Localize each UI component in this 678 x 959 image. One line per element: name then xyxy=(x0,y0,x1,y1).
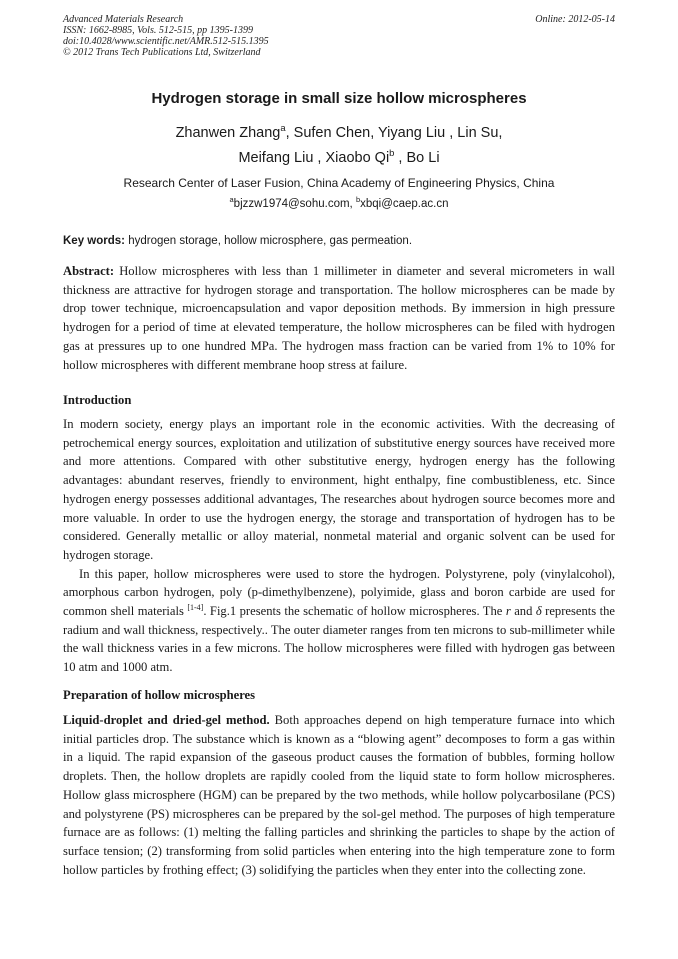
introduction-paragraph-2 xyxy=(63,565,615,677)
journal-name: Advanced Materials Research xyxy=(63,14,184,25)
abstract-text: Hollow microspheres with less than 1 millimeter in diameter and several micrometers in wall thickness are attractive for hydrogen storage and transportation. The hollow microspheres can be made by drop tower technique, microencapsulation and vapor deposition methods. By immersion in high pressure hydrogen for a period of time at elevated temperature, the hollow microspheres can be filed with hydrogen gas at pressures up to one hundred MPa. The hydrogen mass fraction can be varied from 1% to 10% for hollow microspheres with different membrane hoop stress at failure. xyxy=(63,264,615,372)
preparation-heading: Preparation of hollow microspheres xyxy=(63,688,256,702)
paragraph-text: represents the radium and wall thickness, respectively.. The outer diameter ranges from ten microns to sub-millimeter while the wall thickness varies in a few microns. The hollow microspheres were filled with hydrogen gas between 10 atm and 1000 atm. xyxy=(63,604,616,675)
keywords xyxy=(63,235,615,247)
affiliation: Research Center of Laser Fusion, China Academy of Engineering Physics, China xyxy=(123,176,555,190)
author-name: , Bo Li xyxy=(394,150,440,166)
author-superscript: b xyxy=(389,147,395,159)
doi-line: doi:10.4028/www.scientific.net/AMR.512-515.1395 xyxy=(63,36,269,47)
paper-title: Hydrogen storage in small size hollow microspheres xyxy=(151,90,527,107)
copyright-line: © 2012 Trans Tech Publications Ltd, Switzerland xyxy=(63,47,261,58)
issn-line: ISSN: 1662-8985, Vols. 512-515, pp 1395-1399 xyxy=(63,25,253,36)
keywords-label: Key words: xyxy=(63,235,125,247)
author-superscript: a xyxy=(280,122,286,134)
abstract xyxy=(63,262,615,374)
email-a: bjzzw1974@sohu.com, xyxy=(233,198,356,210)
introduction-paragraph-1: In modern society, energy plays an important role in the economic activities. With the decreasing of petrochemical energy sources, exploitation and utilization of substitutive energy sources have received more and more attentions. Compared with other substitutive energy, hydrogen energy has the following advantages: abundant reserves, friendly to environment, hight enthalpy, fine combustibleness, etc. Since hydrogen energy possesses additional advantages, The researches about hydrogen source becomes more and more valuable. In order to use the hydrogen energy, the storage and transportation of hydrogen has to be considered. Generally metallic or alloy material, nonmetal material and organic solvent can be used for hydrogen storage. xyxy=(63,417,615,562)
paragraph-text: In this paper, hollow microspheres were used to store the hydrogen. Polystyrene, poly (vinylalcohol), amorphous carbon hydrogen, poly (p-dimethylbenzene), polyimide, glass and boron carbide are used for common shell materials xyxy=(63,566,615,619)
abstract-label: Abstract: xyxy=(63,264,115,278)
method-label: Liquid-droplet and dried-gel method. xyxy=(63,713,270,727)
introduction-heading: Introduction xyxy=(63,393,132,407)
author-names: Meifang Liu , Xiaobo Qi xyxy=(238,150,390,166)
paragraph-text: . Fig.1 presents the schematic of hollow microspheres. The xyxy=(203,604,506,619)
email-superscript: b xyxy=(355,195,361,205)
author-names: , Sufen Chen, Yiyang Liu , Lin Su, xyxy=(285,125,503,141)
author-line-1 xyxy=(0,121,678,146)
paragraph-text: and xyxy=(510,604,536,619)
symbol-delta: δ xyxy=(535,604,542,619)
email-line xyxy=(0,195,678,210)
introduction-body xyxy=(63,415,615,677)
email-b: xbqi@caep.ac.cn xyxy=(360,198,449,210)
author-list xyxy=(0,121,678,171)
citation: [1-4] xyxy=(187,602,204,612)
email-superscript: a xyxy=(229,195,234,205)
online-date: Online: 2012-05-14 xyxy=(535,14,615,25)
keywords-text: hydrogen storage, hollow microsphere, gas permeation. xyxy=(125,235,413,247)
journal-header xyxy=(63,14,615,58)
preparation-body xyxy=(63,711,615,879)
author-name: Zhanwen Zhang xyxy=(175,125,281,141)
preparation-text: Both approaches depend on high temperature furnace into which initial particles drop. The substance which is known as a “blowing agent” decomposes to form a gas within in a liquid. The rapid expansion of the gaseous product causes the formation of bubbles, forming hollow droplets. Then, the hollow droplets are rapidly cooled from the liquid state to form hollow microspheres. Hollow glass microsphere (HGM) can be prepared by the two methods, while hollow polycarbosilane (PCS) and polystyrene (PS) microspheres can be prepared by the sol-gel method. The purposes of high temperature furnace are as follows: (1) melting the falling particles and shrinking the particles to shape by the action of surface tension; (2) transforming from solid particles when entering into the high temperature zone to form hollow particles by frothing effect; (3) solidifying the particles when they enter into the collecting zone. xyxy=(63,713,615,877)
author-line-2 xyxy=(0,146,678,171)
symbol-r: r xyxy=(505,604,511,619)
